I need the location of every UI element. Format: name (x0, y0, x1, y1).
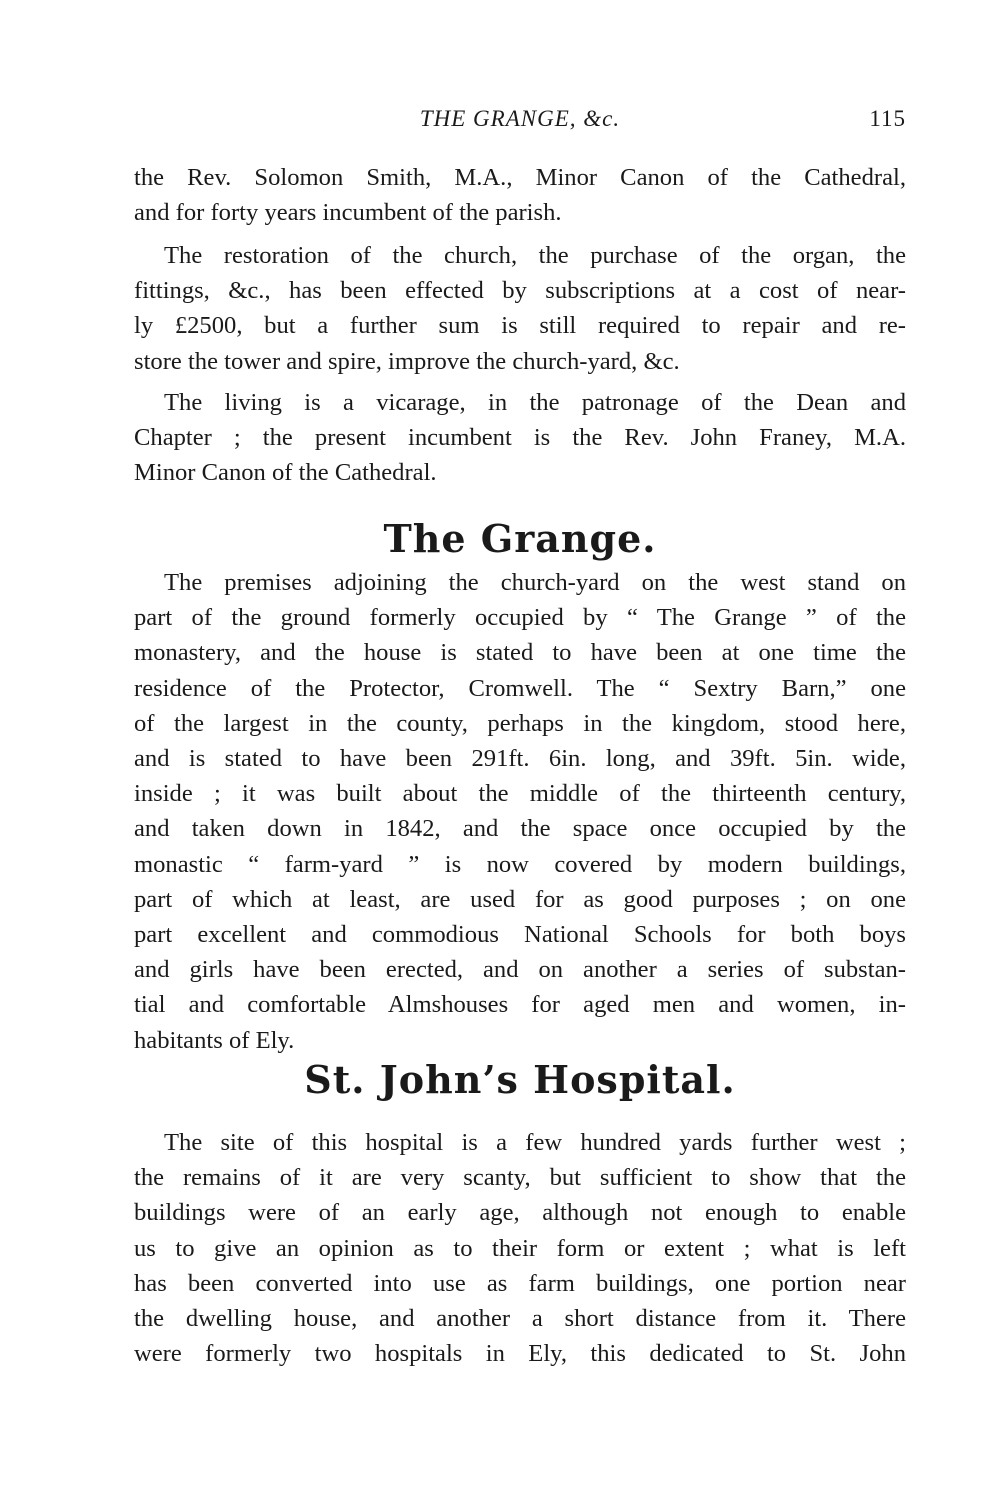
text-line: part excellent and commodious National Schools for both boys (134, 921, 906, 949)
text-line: residence of the Protector, Cromwell. The “ Sextry Barn,” one (134, 674, 906, 702)
text-line: part of which at least, are used for as good purposes ; on one (134, 885, 906, 913)
section-heading-hospital: St. John’s Hospital. (304, 1057, 736, 1102)
text-line: store the tower and spire, improve the church-yard, &c. (134, 347, 680, 375)
running-title: THE GRANGE, &c. (419, 106, 621, 131)
text-line: part of the ground formerly occupied by “ The Grange ” of the (134, 604, 906, 632)
text-line: Chapter ; the present incumbent is the Rev. John Franey, M.A. (134, 424, 906, 452)
paragraph-restoration (134, 238, 906, 379)
text-line: were formerly two hospitals in Ely, this dedicated to St. John (134, 1340, 906, 1368)
text-line: tial and comfortable Almshouses for aged men and women, in- (134, 991, 906, 1019)
text-line: inside ; it was built about the middle of the thirteenth century, (134, 780, 906, 808)
text-line: of the largest in the county, perhaps in the kingdom, stood here, (134, 709, 906, 737)
paragraph-grange (134, 565, 906, 1058)
text-line: monastery, and the house is stated to have been at one time the (134, 639, 906, 667)
text-line: the remains of it are very scanty, but sufficient to show that the (134, 1164, 906, 1192)
text-line: and girls have been erected, and on another a series of substan- (134, 956, 906, 984)
text-line: The living is a vicarage, in the patronage of the Dean and (164, 389, 906, 416)
text-line: The restoration of the church, the purchase of the organ, the (164, 242, 906, 269)
text-line: and taken down in 1842, and the space once occupied by the (134, 815, 906, 843)
running-head (134, 106, 906, 136)
text-line: the Rev. Solomon Smith, M.A., Minor Canon of the Cathedral, (134, 164, 906, 191)
paragraph-hospital (134, 1125, 906, 1371)
text-line: buildings were of an early age, although not enough to enable (134, 1199, 906, 1227)
text-line: monastic “ farm-yard ” is now covered by modern buildings, (134, 850, 906, 878)
text-line: ly £2500, but a further sum is still required to repair and re- (134, 312, 906, 340)
section-heading-grange: The Grange. (383, 516, 657, 561)
text-line: fittings, &c., has been effected by subscriptions at a cost of near- (134, 277, 906, 305)
text-line: The site of this hospital is a few hundred yards further west ; (164, 1129, 906, 1156)
paragraph-living (134, 385, 906, 491)
text-line: us to give an opinion as to their form or extent ; what is left (134, 1234, 906, 1262)
text-line: and is stated to have been 291ft. 6in. long, and 39ft. 5in. wide, (134, 745, 906, 773)
text-line: habitants of Ely. (134, 1026, 295, 1054)
text-line: The premises adjoining the church-yard on the west stand on (164, 569, 906, 596)
text-line: and for forty years incumbent of the parish. (134, 199, 562, 227)
page-number: 115 (869, 106, 906, 131)
text-line: Minor Canon of the Cathedral. (134, 459, 437, 487)
text-line: the dwelling house, and another a short distance from it. There (134, 1305, 906, 1333)
paragraph-continuation (134, 160, 906, 230)
text-line: has been converted into use as farm buildings, one portion near (134, 1269, 906, 1297)
